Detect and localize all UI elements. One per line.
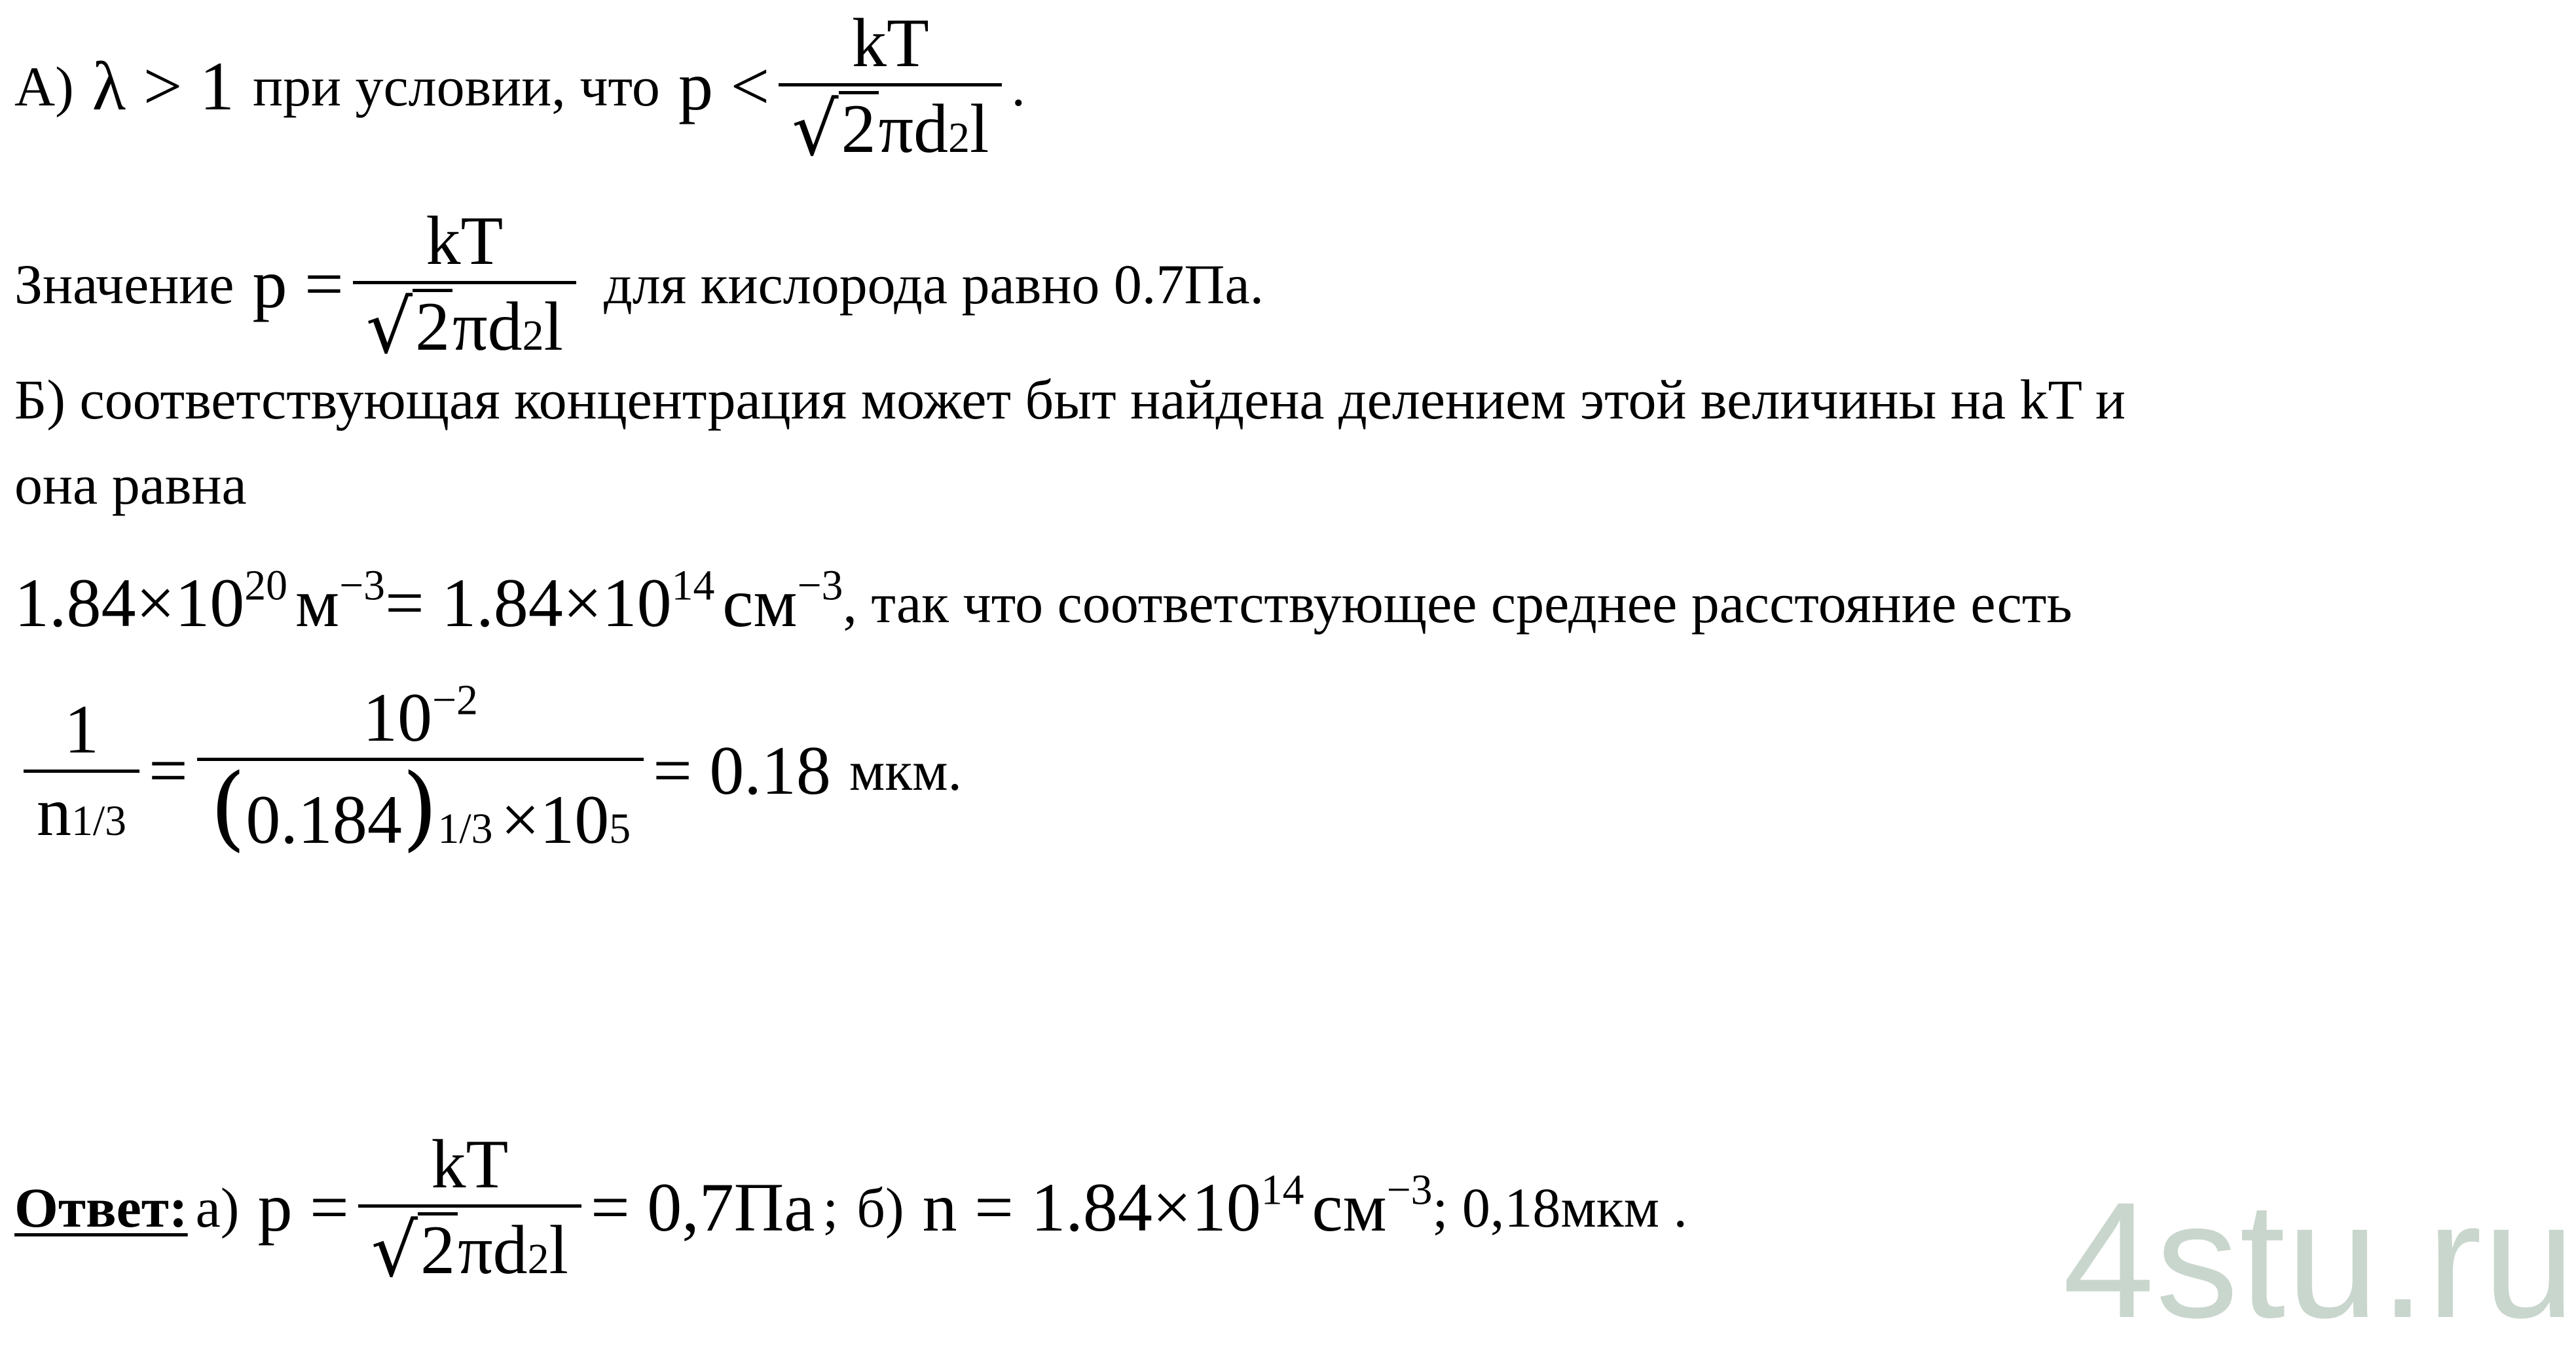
answer-n-unit-exponent: −3 <box>1386 1166 1433 1214</box>
denominator-tail: l <box>543 288 563 365</box>
conc-mantissa-1: 1.84×10 <box>14 565 245 641</box>
fraction-numerator <box>350 676 491 758</box>
line-value <box>14 202 1264 371</box>
denominator-tail: l <box>549 1212 568 1289</box>
sqrt-sign: √ <box>371 1208 418 1294</box>
answer-result-a: = 0,7Па <box>590 1168 815 1246</box>
conc-unit-exp-1: −3 <box>339 561 386 610</box>
fraction-denominator: √ 2 πd 2 l <box>792 87 989 173</box>
answer-separator-2: ; 0,18мкм . <box>1432 1176 1688 1239</box>
fraction-numerator: kT <box>431 1126 509 1202</box>
line-b-text-2: она равна <box>14 453 247 516</box>
left-paren: ( <box>210 754 246 862</box>
answer-n-exponent: 14 <box>1260 1166 1304 1214</box>
pressure-fraction-value <box>353 202 576 371</box>
answer-concentration <box>923 1168 1433 1248</box>
lambda-inequality: λ > 1 <box>92 47 234 124</box>
answer-label: Ответ: <box>14 1176 188 1239</box>
answer-pressure-fraction <box>358 1126 581 1294</box>
fraction-denominator: √ 2 πd 2 l <box>365 285 563 371</box>
conc-equals: = 1.84×10 <box>385 565 672 641</box>
sqrt-sign: √ <box>365 285 413 371</box>
denominator-rest: πd <box>878 90 949 168</box>
conc-exp-2: 14 <box>671 561 715 610</box>
distance-result: = 0.18 <box>653 732 831 809</box>
watermark-logo: 4stu.ru <box>2063 1168 2576 1352</box>
sqrt-argument: 2 <box>418 1212 458 1285</box>
denominator-rest: πd <box>458 1212 528 1289</box>
value-intro: Значение <box>14 252 234 316</box>
concentration-tail: , так что соответствующее среднее расстояние есть <box>843 572 2072 635</box>
label-a: А) <box>14 54 74 118</box>
denominator-inner: 0.184 <box>246 781 402 859</box>
distance-fraction <box>197 676 644 862</box>
answer-line <box>14 1126 1688 1294</box>
fraction-numerator: kT <box>426 202 504 279</box>
line-a-end: . <box>1011 54 1025 118</box>
distance-unit: мкм. <box>849 739 963 802</box>
fraction-denominator: √ 2 πd 2 l <box>371 1208 568 1294</box>
conc-unit-2: см <box>722 565 798 641</box>
denominator-n: n <box>37 773 71 851</box>
condition-text: при условии, что <box>252 54 660 118</box>
answer-eq-lhs: p = <box>257 1168 349 1246</box>
inverse-cube-root-fraction <box>24 690 139 851</box>
answer-separator-1: ; <box>822 1176 839 1239</box>
concentration-m3 <box>14 563 385 643</box>
line-b-1 <box>14 367 2125 432</box>
answer-n-expression: n = 1.84×10 <box>922 1168 1261 1246</box>
sqrt-argument: 2 <box>413 289 452 362</box>
line-concentration <box>14 563 2072 643</box>
sqrt-sign: √ <box>792 87 839 173</box>
conc-exp-1: 20 <box>244 561 287 610</box>
numerator-base: 10 <box>362 679 432 756</box>
right-paren: ) <box>401 754 438 862</box>
value-tail-text: для кислорода равно 0.7Па. <box>603 252 1264 316</box>
fraction-denominator: n 1/3 <box>37 773 126 851</box>
pressure-inequality-lhs: p < <box>678 47 770 124</box>
distance-equals-1: = <box>148 732 188 809</box>
numerator-exponent: −2 <box>432 676 478 724</box>
pressure-fraction-a <box>779 5 1002 173</box>
sqrt-argument: 2 <box>839 91 879 164</box>
line-distance <box>14 676 963 862</box>
line-b-2 <box>14 452 247 517</box>
fraction-numerator: kT <box>851 5 929 81</box>
conc-unit-exp-2: −3 <box>797 561 843 610</box>
value-eq-lhs: p = <box>252 245 344 322</box>
fraction-numerator: 1 <box>64 690 99 768</box>
answer-part-a: а) <box>195 1176 240 1239</box>
line-b-text-1: Б) соответствующая концентрация может быт найдена делением этой величины на kT и <box>14 368 2126 431</box>
answer-part-b: б) <box>856 1176 904 1239</box>
denominator-tail: ×10 <box>500 781 610 859</box>
answer-n-unit: см <box>1312 1168 1387 1246</box>
fraction-denominator: ( 0.184 ) 1/3 ×10 5 <box>210 754 631 862</box>
denominator-tail: l <box>969 90 989 168</box>
line-a <box>14 5 1025 173</box>
conc-unit-1: м <box>295 565 340 641</box>
concentration-cm3 <box>385 563 843 643</box>
denominator-rest: πd <box>452 288 523 365</box>
